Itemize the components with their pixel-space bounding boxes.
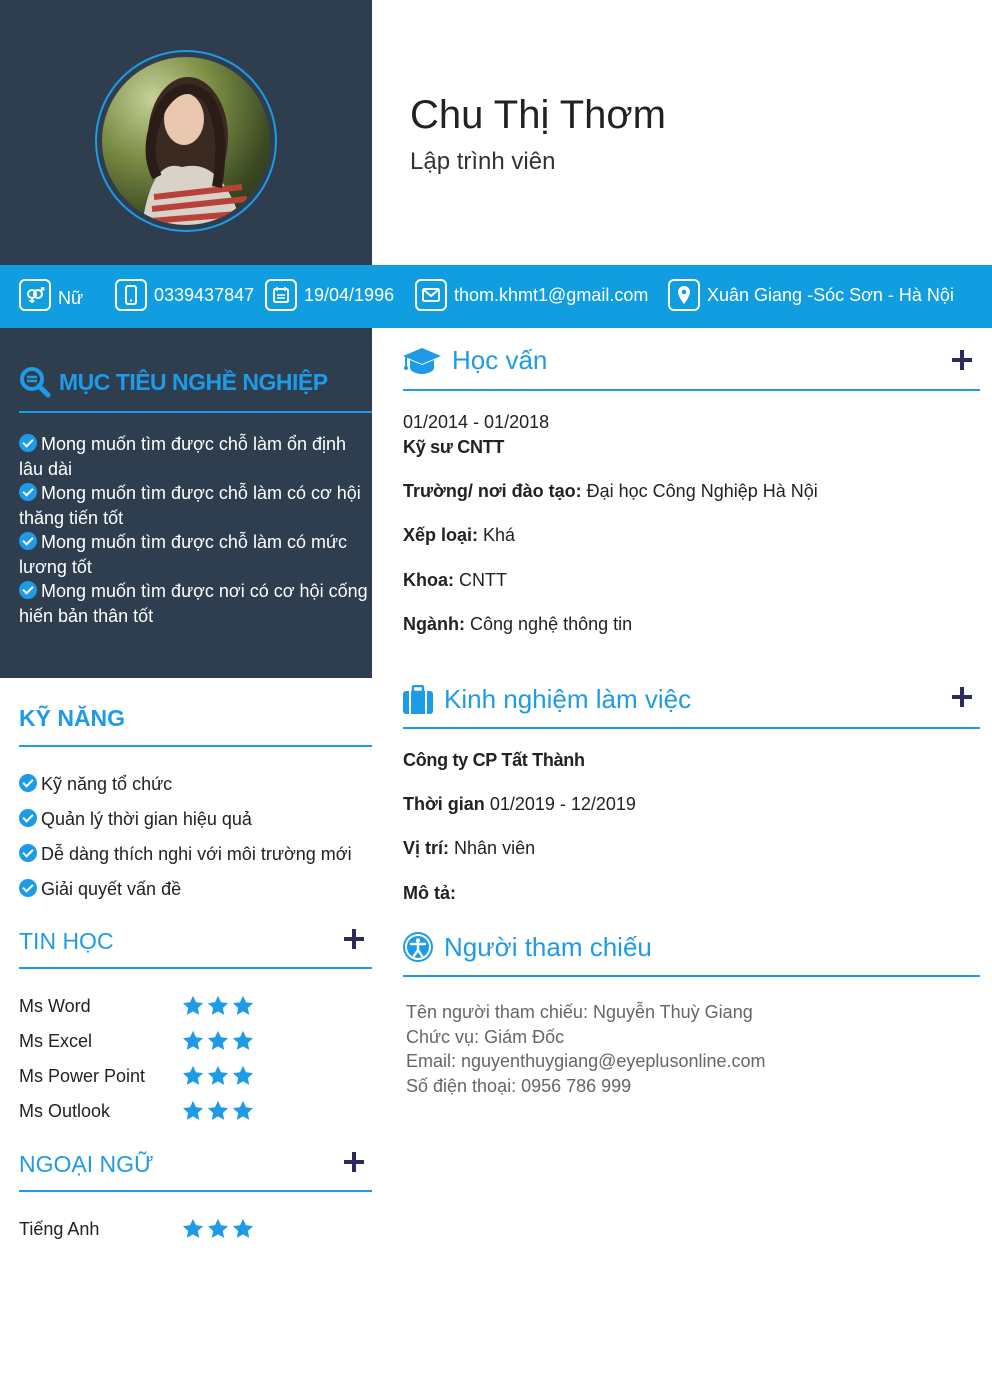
star-icon	[207, 1218, 232, 1239]
check-circle-icon	[19, 879, 37, 897]
star-icon	[232, 1030, 257, 1051]
experience-company: Công ty CP Tất Thành	[403, 750, 585, 770]
address-item	[668, 279, 954, 311]
career-goal-section	[0, 328, 372, 678]
education-school: Trường/ nơi đào tạo: Đại học Công Nghiệp Hà Nội	[403, 481, 818, 501]
address-text: Xuân Giang -Sóc Sơn - Hà Nội	[707, 284, 954, 305]
experience-heading: Kinh nghiệm làm việc	[402, 684, 691, 715]
skills-heading: KỸ NĂNG	[19, 705, 126, 731]
list-item: Kỹ năng tổ chức	[19, 774, 172, 795]
birthday-text: 19/04/1996	[304, 284, 395, 305]
search-icon	[19, 366, 51, 398]
star-icon	[207, 995, 232, 1016]
list-item: Mong muốn tìm được chỗ làm có cơ hội thăng tiến tốt	[19, 483, 361, 528]
computer-skill-label: Ms Power Point	[19, 1066, 146, 1086]
star-icon	[182, 1218, 207, 1239]
star-icon	[182, 1030, 207, 1051]
career-goal-list	[19, 432, 371, 628]
reference-details	[406, 1000, 766, 1098]
check-circle-icon	[19, 483, 37, 501]
star-rating	[182, 1065, 257, 1086]
briefcase-icon	[402, 685, 434, 715]
email-item	[415, 279, 648, 311]
list-item: Quản lý thời gian hiệu quả	[19, 809, 252, 830]
star-icon	[182, 1100, 207, 1121]
check-circle-icon	[19, 844, 37, 862]
email-text[interactable]: thom.khmt1@gmail.com	[454, 284, 649, 305]
candidate-name: Chu Thị Thơm	[410, 93, 666, 137]
divider	[403, 727, 980, 729]
language-label: Tiếng Anh	[19, 1219, 100, 1239]
divider	[19, 411, 372, 413]
star-icon	[207, 1065, 232, 1086]
star-icon	[182, 1065, 207, 1086]
star-rating	[182, 995, 257, 1016]
job-title: Lập trình viên	[410, 148, 556, 175]
star-icon	[232, 1218, 257, 1239]
graduation-cap-icon	[402, 346, 442, 376]
add-language-button[interactable]	[344, 1152, 364, 1172]
career-goal-heading: MỤC TIÊU NGHỀ NGHIỆP	[19, 366, 328, 398]
computer-skill-label: Ms Outlook	[19, 1101, 111, 1121]
education-period: 01/2014 - 01/2018	[403, 412, 550, 432]
education-rank: Xếp loại: Khá	[403, 525, 516, 545]
divider	[19, 1190, 372, 1192]
reference-email[interactable]: Email: nguyenthuygiang@eyeplusonline.com	[406, 1051, 766, 1071]
star-icon	[207, 1100, 232, 1121]
star-rating	[182, 1030, 257, 1051]
reference-role: Chức vụ: Giám Đốc	[406, 1026, 565, 1047]
star-rating	[182, 1100, 257, 1121]
list-item: Dễ dàng thích nghi với môi trường mới	[19, 844, 352, 865]
list-item: Mong muốn tìm được chỗ làm có mức lương tốt	[19, 532, 347, 577]
divider	[403, 389, 980, 391]
check-circle-icon	[19, 774, 37, 792]
experience-time: Thời gian 01/2019 - 12/2019	[403, 794, 636, 814]
education-faculty: Khoa: CNTT	[403, 570, 508, 590]
phone-text[interactable]: 0339437847	[154, 284, 255, 305]
gender-text: Nữ	[58, 287, 84, 308]
computer-skill-label: Ms Excel	[19, 1031, 93, 1051]
list-item: Mong muốn tìm được nơi có cơ hội cống hiến bản thân tốt	[19, 581, 368, 626]
list-item: Giải quyết vấn đề	[19, 879, 181, 900]
star-icon	[232, 995, 257, 1016]
phone-item	[115, 279, 254, 311]
reference-name: Tên người tham chiếu: Nguyễn Thuỳ Giang	[406, 1002, 753, 1022]
add-education-button[interactable]	[952, 350, 972, 370]
check-circle-icon	[19, 809, 37, 827]
birthday-item	[265, 279, 394, 311]
star-icon	[207, 1030, 232, 1051]
add-experience-button[interactable]	[952, 687, 972, 707]
experience-description: Mô tả:	[403, 883, 456, 903]
gender-item	[19, 279, 83, 311]
contact-bar	[0, 265, 992, 328]
calendar-icon	[265, 279, 297, 311]
envelope-icon	[415, 279, 447, 311]
star-icon	[182, 995, 207, 1016]
star-icon	[232, 1100, 257, 1121]
education-heading: Học vấn	[402, 345, 547, 376]
education-major: Ngành: Công nghệ thông tin	[403, 614, 633, 634]
check-circle-icon	[19, 532, 37, 550]
reference-heading: Người tham chiếu	[402, 931, 652, 963]
map-pin-icon	[668, 279, 700, 311]
mobile-phone-icon	[115, 279, 147, 311]
check-circle-icon	[19, 434, 37, 452]
languages-heading: NGOẠI NGỮ	[19, 1151, 154, 1177]
gender-icon	[19, 279, 51, 311]
list-item: Mong muốn tìm được chỗ làm ổn định lâu dài	[19, 434, 346, 479]
star-rating	[182, 1218, 257, 1239]
add-computer-skill-button[interactable]	[344, 929, 364, 949]
profile-header-panel	[0, 0, 372, 265]
check-circle-icon	[19, 581, 37, 599]
education-degree: Kỹ sư CNTT	[403, 437, 505, 457]
divider	[19, 967, 372, 969]
avatar[interactable]	[95, 50, 277, 232]
experience-position: Vị trí: Nhân viên	[403, 838, 536, 858]
star-icon	[232, 1065, 257, 1086]
divider	[403, 975, 980, 977]
computer-skill-label: Ms Word	[19, 996, 91, 1016]
reference-phone: Số điện thoại: 0956 786 999	[406, 1075, 632, 1096]
accessibility-icon	[402, 931, 434, 963]
divider	[19, 745, 372, 747]
computer-skills-heading: TIN HỌC	[19, 928, 114, 954]
